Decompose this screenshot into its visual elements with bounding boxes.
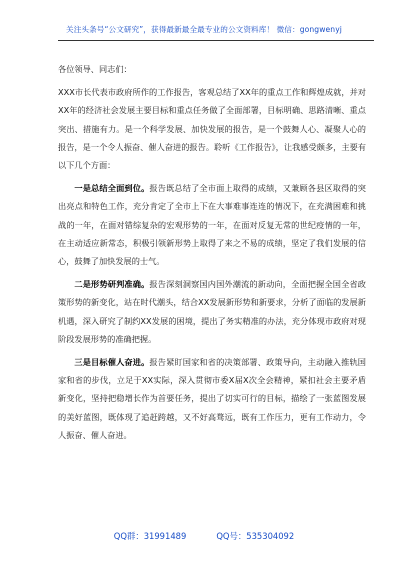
section-paragraph-2 — [58, 275, 366, 348]
footer-qq: QQ号：535304092 — [216, 531, 295, 541]
section-body-1: 报告既总结了全市面上取得的成绩，又兼顾各县区取得的突出亮点和特色工作，充分肯定了全市上下在大事难事连连的情况下，在充满困难和挑战的一年，在面对错综复杂的宏观形势的一年，在面对反复无常的世纪疫情的一年，在主动适应新常态，积极引领新形势上取得了来之不易的成绩，坚定了我们发展的信心，鼓舞了加快发展的士气。 — [58, 183, 366, 267]
section-paragraph-1 — [58, 179, 366, 270]
section-paragraph-3 — [58, 353, 366, 444]
section-lead-2: 二是形势研判准确。 — [74, 279, 150, 290]
header-divider — [58, 40, 374, 41]
intro-paragraph: XXX市长代表市政府所作的工作报告，客观总结了XX年的重点工作和辉煌成就，并对XX年的经济社会发展主要目标和重点任务做了全面部署，目标明确、思路清晰、重点突出、措施有力。是一个科学发展、加快发展的报告，是一个鼓舞人心、凝聚人心的报告，是一个令人振奋、催人奋进的报告。聆听《工作报告》，让我感受颇多，主要有以下几个方面： — [58, 87, 366, 171]
footer — [0, 530, 408, 542]
section-lead-3: 三是目标催人奋进。 — [74, 357, 150, 368]
salutation: 各位领导、同志们： — [58, 64, 132, 74]
section-body-2: 报告深刻洞察国内国外潮流的新动向，全面把握全国全省政策形势的新变化，站在时代潮头，结合XX发展新形势和新要求，分析了面临的发展新机遇，深入研究了制约XX发展的困境，提出了务实精准的办法，充分体现市政府对现阶段发展形势的准确把握。 — [58, 279, 366, 344]
header-banner: 关注头条号“公文研究”，获得最新最全最专业的公文资料库！ 微信：gongwenyj — [66, 25, 342, 34]
footer-qq-group: QQ群：31991489 — [113, 531, 187, 541]
document-body — [58, 60, 366, 449]
section-lead-1: 一是总结全面到位。 — [74, 183, 150, 194]
section-body-3: 报告紧盯国家和省的决策部署、政策导向，主动融入推轨国家和省的步伐，立足于XX实际，深入贯彻市委X届X次全会精神，紧扣社会主要矛盾新变化，坚持把稳增长作为首要任务，提出了切实可行的目标，描绘了一张蓝图发展的美好蓝图，既体现了追赶跨越，又不好高骛远，既有工作压力，更有工作动力，令人振奋、催人奋进。 — [58, 357, 366, 440]
